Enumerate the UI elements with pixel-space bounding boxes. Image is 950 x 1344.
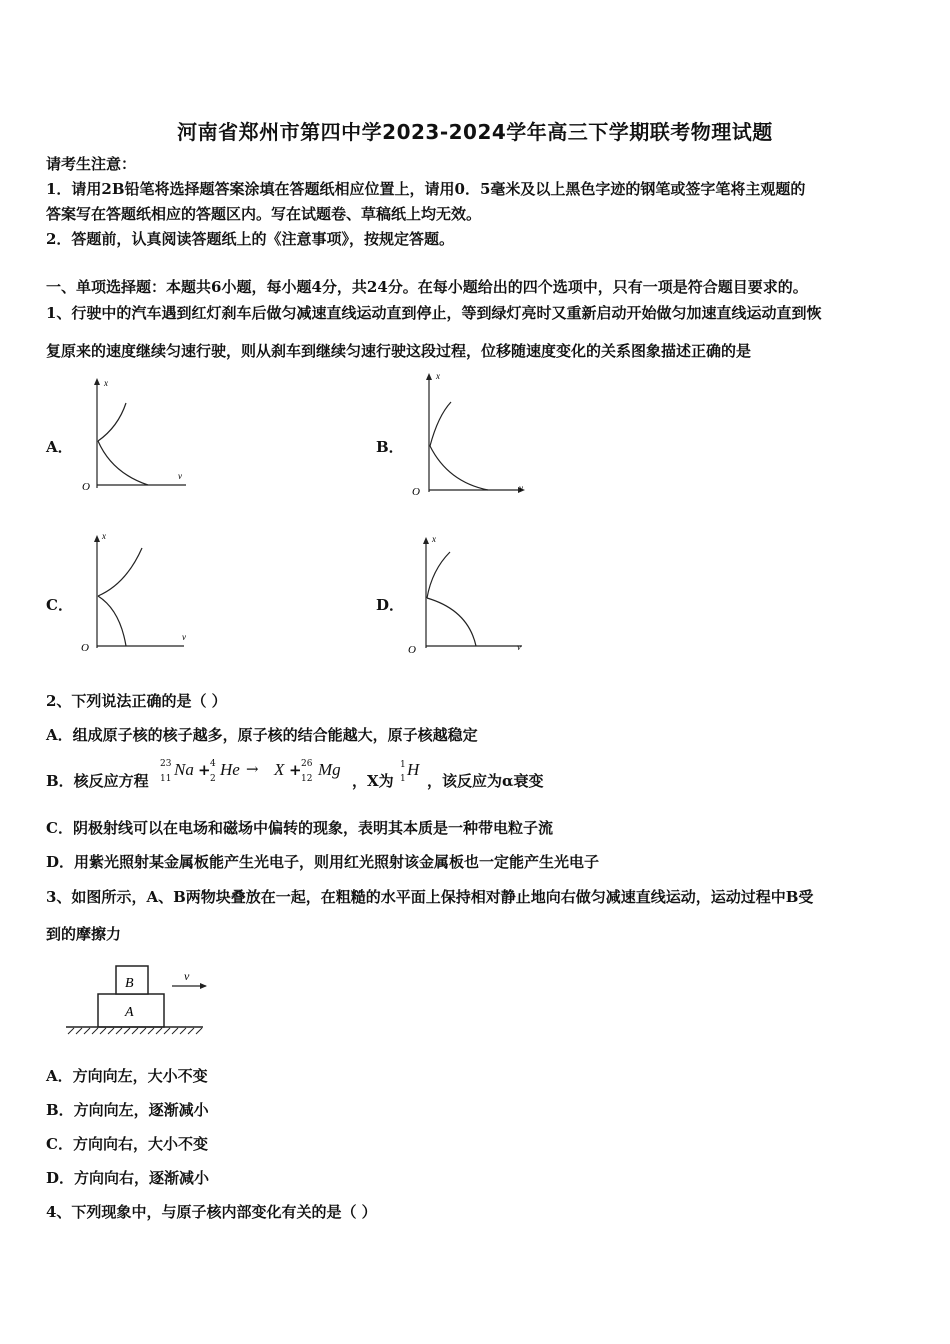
velocity-label: v [184, 969, 190, 983]
he-symbol: He [220, 760, 240, 779]
q1-a-axis-x: x [104, 378, 108, 388]
q3-option-c: C．方向向右，大小不变 [46, 1135, 208, 1153]
q1-stem-line1: 1、行驶中的汽车遇到红灯刹车后做匀减速直线运动直到停止，等到绿灯亮时又重新启动开始做匀加速直线运动直到恢 [46, 304, 822, 322]
q2-option-b-suffix: ，该反应为α衰变 [427, 772, 544, 790]
plus-1: + [198, 761, 211, 779]
q3-blocks-figure [60, 960, 210, 1040]
q1-graph-d [404, 532, 534, 655]
q1-d-axis-x: x [432, 534, 436, 544]
mg-mass: 26 [301, 759, 313, 769]
q1-graph-c [78, 530, 193, 655]
na-mass: 23 [160, 759, 172, 769]
he-number: 2 [210, 774, 216, 784]
q1-b-axis-x: x [436, 371, 440, 381]
q1-c-axis-x: x [102, 531, 106, 541]
h-symbol: H [407, 760, 420, 779]
q2-stem: 2、下列说法正确的是（ ） [46, 692, 227, 710]
notice-line-1b: 答案写在答题纸相应的答题区内。写在试题卷、草稿纸上均无效。 [46, 205, 482, 223]
q2-nuclear-equation [156, 756, 356, 792]
q2-option-c: C．阴极射线可以在电场和磁场中偏转的现象，表明其本质是一种带电粒子流 [46, 819, 553, 837]
q1-graph-b [408, 370, 538, 498]
mg-symbol: Mg [318, 760, 341, 779]
q3-option-a: A．方向向左，大小不变 [46, 1067, 208, 1085]
block-a-label: A [125, 1005, 134, 1020]
q1-graph-a [78, 375, 193, 495]
q1-d-axis-v: v [517, 642, 521, 652]
q1-b-origin: O [412, 486, 420, 498]
q2-option-b-prefix: B．核反应方程 [46, 772, 149, 790]
q1-option-d-label: D． [376, 596, 405, 614]
q3-stem-line2: 到的摩擦力 [46, 925, 122, 943]
section-heading: 一、单项选择题：本题共6小题，每小题4分，共24分。在每小题给出的四个选项中，只有一项是符合题目要求的。 [46, 278, 808, 296]
q3-stem-line1: 3、如图所示，A、B两物块叠放在一起，在粗糙的水平面上保持相对静止地向右做匀减速直线运动，运动过程中B受 [46, 888, 814, 906]
mg-number: 12 [301, 774, 313, 784]
notice-line-2: 2．答题前，认真阅读答题纸上的《注意事项》，按规定答题。 [46, 230, 454, 248]
q1-c-origin: O [81, 642, 89, 654]
q1-d-origin: O [408, 644, 416, 655]
q2-hydrogen [398, 756, 428, 792]
h-mass: 1 [400, 760, 406, 770]
plus-2: + [289, 761, 302, 779]
h-number: 1 [400, 774, 406, 784]
q4-stem: 4、下列现象中，与原子核内部变化有关的是（ ） [46, 1203, 377, 1221]
q1-option-b-label: B． [376, 438, 404, 456]
q1-c-axis-v: v [182, 632, 186, 642]
na-symbol: Na [174, 760, 194, 779]
q1-option-a-label: A． [46, 438, 73, 456]
q3-option-b: B．方向向左，逐渐减小 [46, 1101, 209, 1119]
na-number: 11 [160, 774, 172, 784]
q2-option-a: A．组成原子核的核子越多，原子核的结合能越大，原子核越稳定 [46, 726, 478, 744]
page-title: 河南省郑州市第四中学2023-2024学年高三下学期联考物理试题 [177, 120, 773, 144]
notice-line-1a: 1．请用2B铅笔将选择题答案涂填在答题纸相应位置上，请用0．5毫米及以上黑色字迹的钢笔或签字笔将主观题的 [46, 180, 806, 198]
arrow: → [246, 760, 259, 778]
he-mass: 4 [210, 759, 216, 769]
x-symbol: X [274, 760, 285, 779]
q2-option-d: D．用紫光照射某金属板能产生光电子，则用红光照射该金属板也一定能产生光电子 [46, 853, 600, 871]
q1-option-c-label: C． [46, 596, 73, 614]
block-b-label: B [125, 976, 134, 991]
notice-heading: 请考生注意： [46, 155, 137, 173]
q1-a-origin: O [82, 481, 90, 493]
q3-option-d: D．方向向右，逐渐减小 [46, 1169, 210, 1187]
q2-option-b-middle: ，X为 [352, 772, 394, 790]
q1-stem-line2: 复原来的速度继续匀速行驶，则从刹车到继续匀速行驶这段过程，位移随速度变化的关系图象描述正确的是 [46, 342, 752, 360]
q1-b-axis-v: v [519, 483, 523, 493]
q1-a-axis-v: v [178, 471, 182, 481]
